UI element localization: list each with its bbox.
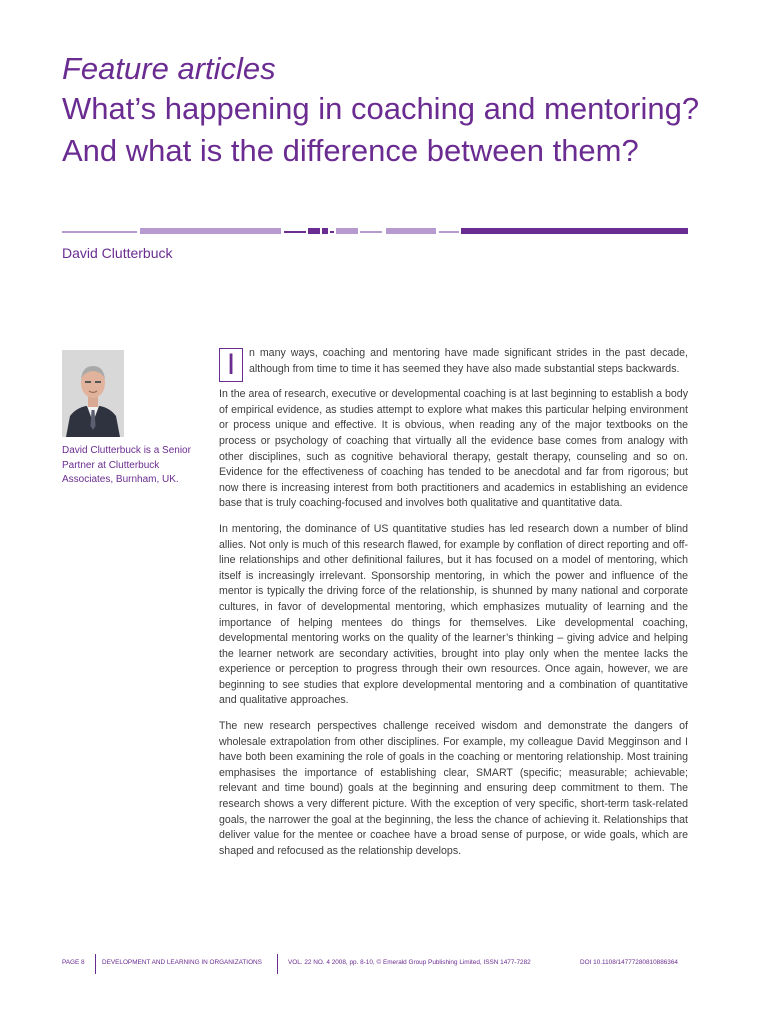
page-number: PAGE 8 bbox=[62, 959, 85, 966]
footer-divider bbox=[277, 954, 278, 974]
page-footer bbox=[62, 954, 688, 974]
paragraph: In mentoring, the dominance of US quantitative studies has led research down a number of blind allies. Not only is much of this research flawed, for example by conflation of direct reporting and off-line relationships and other definitional failures, but it has focused on a model of mentoring, which itself is increasingly irrelevant. Sponsorship mentoring, in which the power and influence of the mentor is typically the driving force of the relationship, is shunned by many national and corporate cultures, in favor of developmental mentoring, which emphasizes mutuality of learning and the importance of helping mentees do things for themselves. Like developmental coaching, developmental mentoring works on the quality of the learner’s thinking – giving advice and helping the learner network are secondary activities, brought into play only when the mentee lacks the experience or perception to progress through their own resources. Once again, however, we are beginning to see studies that explore developmental mentoring and a combination of quantitative and qualitative approaches. bbox=[219, 522, 688, 707]
paragraph: I n many ways, coaching and mentoring have made significant strides in the past decade, although from time to time it has seemed they have also made substantial steps backwards. bbox=[219, 346, 688, 377]
decorative-rule bbox=[62, 228, 688, 236]
section-label: Feature articles bbox=[62, 51, 276, 86]
author-caption: David Clutterbuck is a Senior Partner at Clutterbuck Associates, Burnham, UK. bbox=[62, 445, 191, 485]
paragraph: In the area of research, executive or developmental coaching is at last beginning to establish a body of empirical evidence, as studies attempt to explore what makes this particular helping environment or process unique and effective. It is obvious, when reading any of the major textbooks on the process or psychology of coaching that virtually all the evidence base comes from analogy with other disciplines, such as cognitive behavioral therapy, gestalt therapy, counseling and so on. Evidence for the effectiveness of coaching has tended to be anecdotal and far from rigorous; but now there is increasing interest from both practitioners and academics in establishing an evidence base that is truly coaching-focused and involves both qualitative and quantitative data. bbox=[219, 388, 688, 510]
drop-cap: I bbox=[219, 348, 243, 382]
author-photo bbox=[62, 350, 124, 437]
article-body bbox=[219, 346, 688, 869]
article-title: What’s happening in coaching and mentoring? And what is the difference between them? bbox=[62, 91, 700, 168]
author-name: David Clutterbuck bbox=[62, 245, 173, 261]
author-portrait-icon bbox=[62, 350, 124, 437]
journal-name: DEVELOPMENT AND LEARNING IN ORGANIZATIONS bbox=[102, 959, 262, 966]
volume-info: VOL. 22 NO. 4 2008, pp. 8-10, © Emerald Group Publishing Limited, ISSN 1477-7282 bbox=[288, 959, 531, 966]
footer-divider bbox=[95, 954, 96, 974]
doi: DOI 10.1108/14777280810886364 bbox=[580, 959, 678, 966]
paragraph: The new research perspectives challenge received wisdom and demonstrate the dangers of wholesale extrapolation from other disciplines. For example, my colleague David Megginson and I have both been examining the role of goals in the coaching or mentoring relationship. Most training emphasises the importance of establishing clear, SMART (specific; measurable; achievable; relevant and time bound) goals at the beginning and ensuring deep commitment to them. The research shows a very different picture. With the exception of very specific, short-term task-related goals, the narrower the goal at the beginning, the less the chance of achieving it. Relationships that deliver value for the mentee or coachee have a broad sense of purpose, or wide goals, which are shaped and refocused as the relationship develops. bbox=[219, 720, 688, 857]
